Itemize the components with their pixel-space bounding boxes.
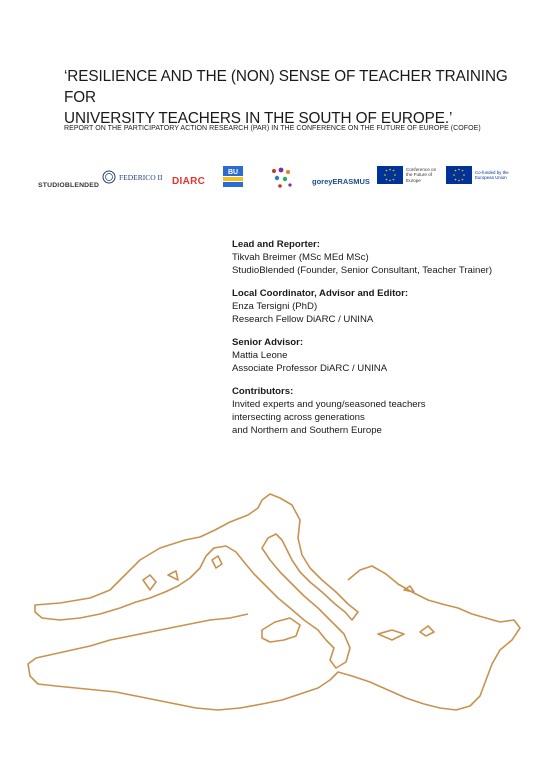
credit-heading: Contributors: [232, 386, 294, 397]
map-coastline [378, 630, 404, 640]
map-coastline [35, 494, 358, 668]
credit-line: and Northern and Southern Europe [232, 425, 382, 436]
title-line-2: UNIVERSITY TEACHERS IN THE SOUTH OF EUROPE.’ [64, 110, 453, 127]
credit-line: Research Fellow DiARC / UNINA [232, 314, 374, 325]
federico-ii-logo: FEDERICO II [102, 170, 163, 184]
diarc-logo: DIARC [172, 176, 206, 187]
map-coastline [262, 618, 300, 642]
conference-future-europe-logo: Conference on the Future of Europe [377, 166, 442, 184]
credit-line: Enza Tersigni (PhD) [232, 301, 318, 312]
credit-line: Associate Professor DiARC / UNINA [232, 363, 388, 374]
studioblended-logo: STUDIOBLENDED [38, 182, 100, 189]
credit-line: Mattia Leone [232, 350, 288, 361]
credit-line: Tikvah Breimer (MSc MEd MSc) [232, 252, 369, 263]
credit-line: Invited experts and young/seasoned teachers [232, 399, 426, 410]
map-coastline [212, 556, 222, 568]
title-line-1: ‘RESILIENCE AND THE (NON) SENSE OF TEACHER TRAINING FOR [64, 68, 508, 106]
credit-heading: Senior Advisor: [232, 337, 304, 348]
credit-heading: Local Coordinator, Advisor and Editor: [232, 288, 409, 299]
credit-line: StudioBlended (Founder, Senior Consultant, Teacher Trainer) [232, 265, 493, 276]
credit-heading: Lead and Reporter: [232, 239, 320, 250]
map-coastline [404, 586, 414, 592]
map-coastline [168, 571, 178, 580]
map-coastline [420, 626, 434, 636]
document-subtitle: REPORT ON THE PARTICIPATORY ACTION RESEARCH (PAR) IN THE CONFERENCE ON THE FUTURE OF EUROPE (COFOE) [64, 125, 481, 132]
map-coastline [143, 575, 156, 590]
eu-cofunded-logo: Co-funded by the European Union [446, 166, 509, 184]
map-coastline [38, 566, 520, 710]
gorey-erasmus-logo: goreyERASMUS [312, 177, 370, 186]
map-coastline [28, 614, 248, 684]
credit-line: intersecting across generations [232, 412, 365, 423]
bu-text: BU [227, 169, 239, 176]
